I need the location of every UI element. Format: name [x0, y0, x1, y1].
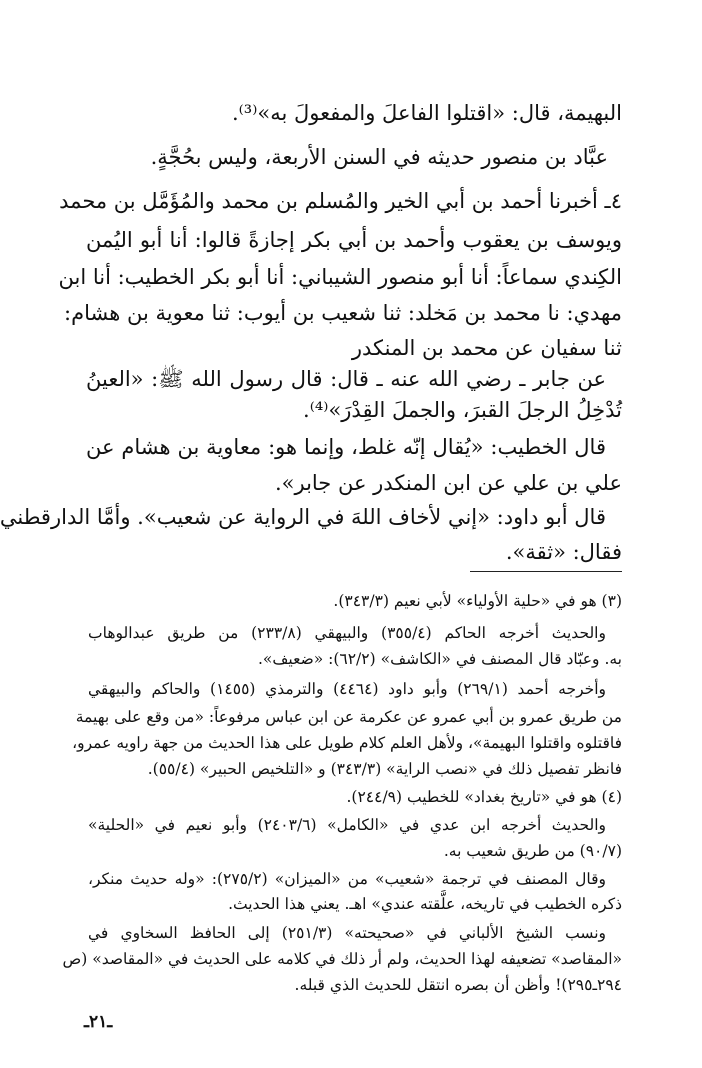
main-text-line: ويوسف بن يعقوب وأحمد بن أبي بكر إجازةً قالوا: أنا أبو اليُمن	[86, 228, 622, 252]
footnote-line: ٢٩٤ـ٢٩٥)! وأظن أن بصره انتقل للحديث الذي قبله.	[294, 976, 622, 994]
footnote-line: «المقاصد» تضعيفه لهذا الحديث، ولم أر ذلك في كلامه على الحديث في «المقاصد» (ص	[62, 950, 622, 968]
footnote-line: والحديث أخرجه الحاكم (٣٥٥/٤) والبيهقي (٢٣٣/٨) من طريق عبدالوهاب	[88, 624, 606, 642]
main-text-line: تُدْخِلُ الرجلَ القبرَ، والجملَ القِدْرَ»⁽⁴⁾.	[303, 398, 622, 422]
main-text-line: مهدي: نا محمد بن مَخلد: ثنا شعيب بن أيوب: ثنا معوية بن هشام:	[64, 301, 622, 325]
footnote-line: وقال المصنف في ترجمة «شعيب» من «الميزان» (٢٧٥/٢): «وله حديث منكر،	[88, 870, 606, 888]
footnote-line: ذكره الخطيب في تاريخه، علَّقته عندي» اهـ. يعني هذا الحديث.	[228, 895, 622, 913]
footnote-separator	[470, 571, 622, 572]
footnote-line: ونسب الشيخ الألباني في «صحيحته» (٢٥١/٣) إلى الحافظ السخاوي في	[88, 924, 606, 942]
footnote-line: (٤) هو في «تاريخ بغداد» للخطيب (٢٤٤/٩).	[346, 788, 622, 806]
footnote-line: فانظر تفصيل ذلك في «نصب الراية» (٣٤٣/٣) و «التلخيص الحبير» (٥٥/٤).	[147, 760, 622, 778]
main-text-line: الكِندي سماعاً: أنا أبو منصور الشيباني: أنا أبو بكر الخطيب: أنا ابن	[58, 265, 622, 289]
main-text-line: قال أبو داود: «إني لأخاف اللهَ في الرواية عن شعيب». وأمَّا الدارقطني	[0, 505, 606, 529]
footnote-line: والحديث أخرجه ابن عدي في «الكامل» (٢٤٠٣/٦) وأبو نعيم في «الحلية»	[88, 816, 607, 834]
main-text-line: علي بن علي عن ابن المنكدر عن جابر».	[274, 471, 622, 495]
main-text-line: عبَّاد بن منصور حديثه في السنن الأربعة، وليس بحُجَّةٍ.	[150, 145, 608, 169]
footnote-line: (٩٠/٧) من طريق شعيب به.	[443, 842, 622, 860]
footnote-line: به. وعبّاد قال المصنف في «الكاشف» (٦٢/٢): «ضعيف».	[257, 650, 622, 668]
main-text-line: ٤ـ أخبرنا أحمد بن أبي الخير والمُسلم بن محمد والمُؤَمَّل بن محمد	[59, 189, 622, 213]
main-text-line: فقال: «ثقة».	[505, 540, 622, 564]
main-text-line: عن جابر ـ رضي الله عنه ـ قال: قال رسول الله ﷺ: «العينُ	[86, 367, 606, 391]
footnote-line: فاقتلوه واقتلوا البهيمة»، ولأهل العلم كلام طويل على هذا الحديث من جهة راويه عمرو،	[72, 734, 622, 752]
main-text-line: ثنا سفيان عن محمد بن المنكدر	[351, 336, 622, 360]
footnote-line: وأخرجه أحمد (٢٦٩/١) وأبو داود (٤٤٦٤) والترمذي (١٤٥٥) والحاكم والبيهقي	[88, 680, 606, 698]
footnote-line: (٣) هو في «حلية الأولياء» لأبي نعيم (٣٤٣/٣).	[333, 592, 622, 610]
footnote-line: من طريق عمرو بن أبي عمرو عن عكرمة عن ابن عباس مرفوعاً: «من وقع على بهيمة	[75, 708, 622, 726]
page-number: ـ٢١ـ	[84, 1012, 113, 1032]
main-text-line: البهيمة، قال: «اقتلوا الفاعلَ والمفعولَ به»⁽³⁾.	[231, 101, 622, 125]
main-text-line: قال الخطيب: «يُقال إنّه غلط، وإنما هو: معاوية بن هشام عن	[86, 435, 606, 459]
